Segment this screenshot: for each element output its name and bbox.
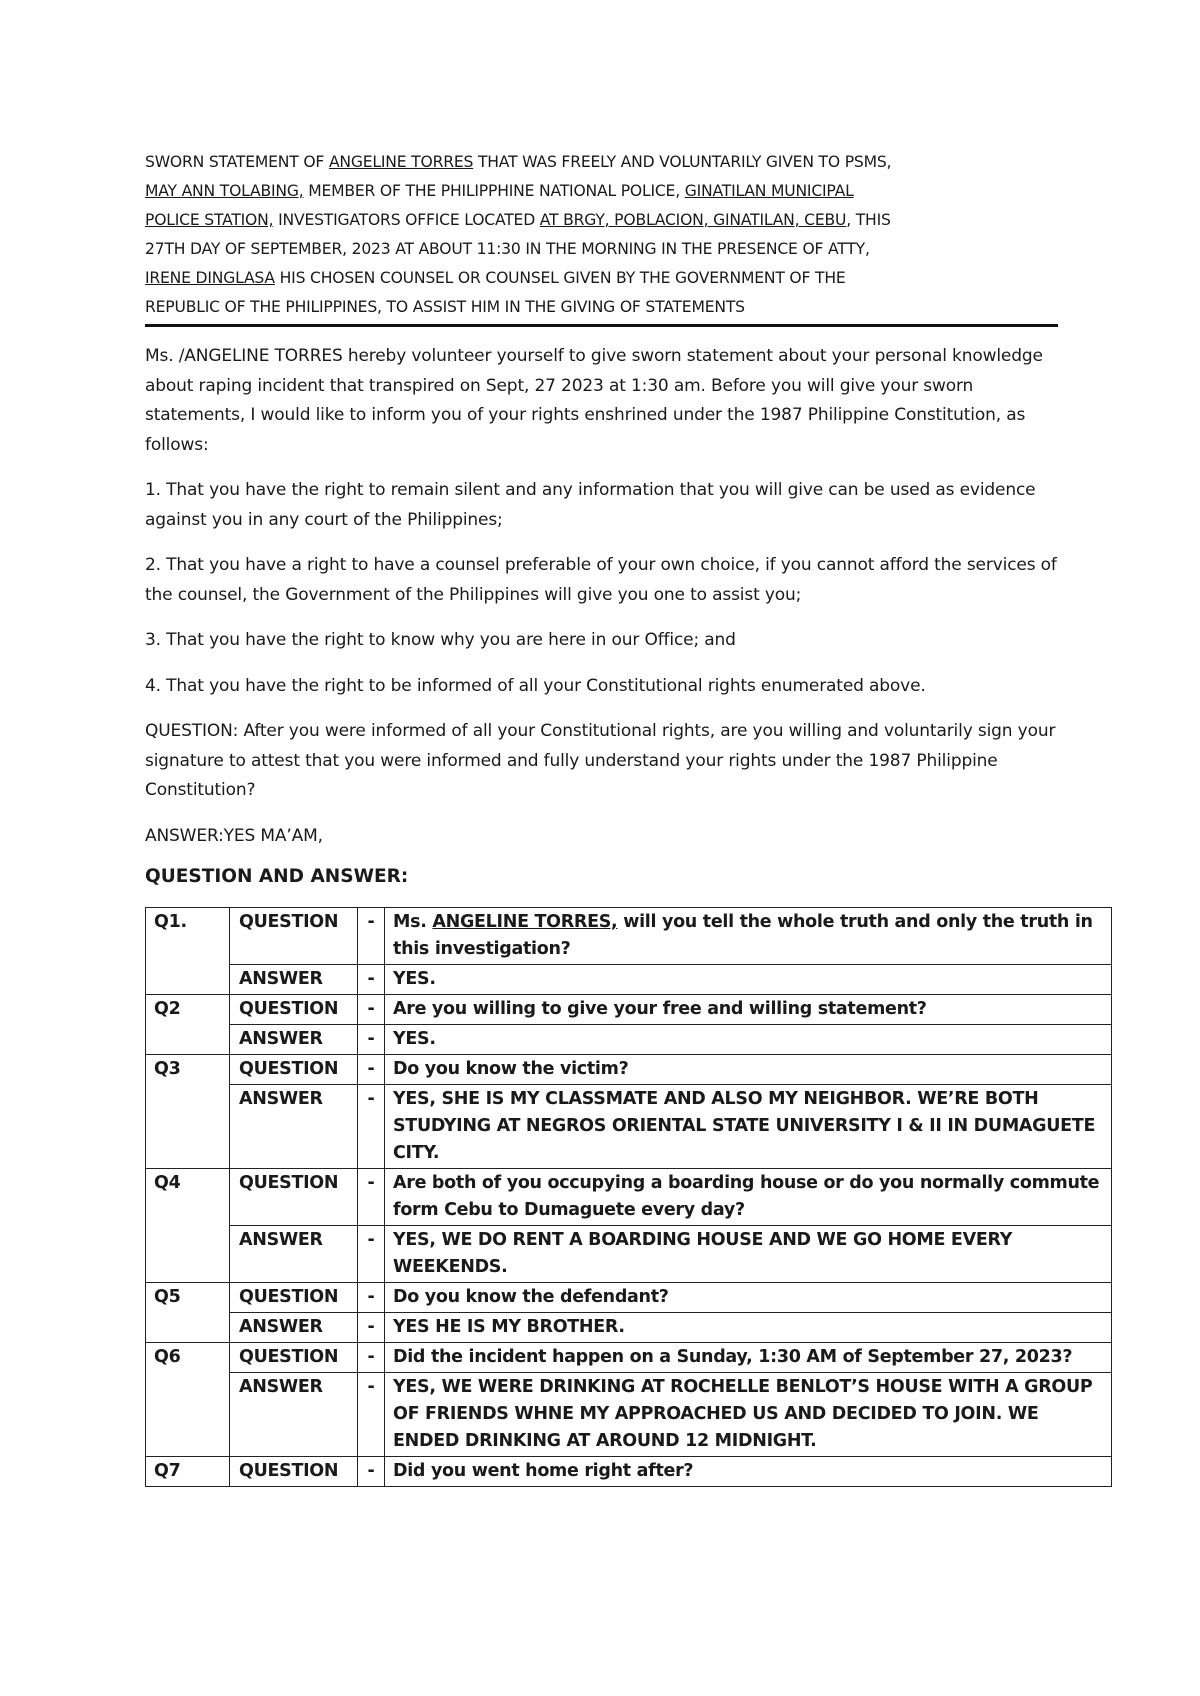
header-text: HIS CHOSEN COUNSEL OR COUNSEL GIVEN BY THE GOVERNMENT OF THE <box>274 269 846 287</box>
answer-label: ANSWER <box>230 1313 358 1343</box>
question-label: QUESTION <box>230 908 358 965</box>
table-row <box>146 1373 1112 1457</box>
dash: - <box>358 1169 385 1226</box>
question-text-part: Ms. <box>393 912 433 932</box>
question-number: Q7 <box>146 1457 230 1487</box>
question-label: QUESTION <box>230 1169 358 1226</box>
header-line-5 <box>145 264 1065 293</box>
question-text: Did you went home right after? <box>385 1457 1112 1487</box>
table-row <box>146 1226 1112 1283</box>
table-row <box>146 965 1112 995</box>
affiant-name: ANGELINE TORRES <box>328 153 474 171</box>
station-name: POLICE STATION, <box>145 211 274 229</box>
right-item-4: 4. That you have the right to be informed of all your Constitutional rights enumerated above. <box>145 675 926 696</box>
rights-answer: ANSWER:YES MA’AM, <box>145 825 323 846</box>
question-label: QUESTION <box>230 1283 358 1313</box>
dash: - <box>358 1283 385 1313</box>
table-row <box>146 1055 1112 1085</box>
answer-text: YES, WE WERE DRINKING AT ROCHELLE BENLOT’S HOUSE WITH A GROUP OF FRIENDS WHNE MY APPROACHED US AND DECIDED TO JOIN. WE ENDED DRINKING AT AROUND 12 MIDNIGHT. <box>385 1373 1112 1457</box>
intro-paragraph: Ms. /ANGELINE TORRES hereby volunteer yourself to give sworn statement about your personal knowledge about raping incident that transpired on Sept, 27 2023 at 1:30 am. Before you will give your sworn statements, I would like to inform you of your rights enshrined under the 1987 Philippine Constitution, as follows: <box>145 346 1043 455</box>
counsel-name: IRENE DINGLASA <box>145 269 275 287</box>
dash: - <box>358 1226 385 1283</box>
header-text: THAT WAS FREELY AND VOLUNTARILY GIVEN TO PSMS, <box>473 153 892 171</box>
header-divider-accent <box>502 325 897 327</box>
statement-header <box>145 148 1065 322</box>
header-text: MEMBER OF THE PHILIPPHINE NATIONAL POLICE, <box>303 182 685 200</box>
question-number: Q1. <box>146 908 230 995</box>
table-row <box>146 995 1112 1025</box>
header-text: , THIS <box>846 211 891 229</box>
table-row <box>146 908 1112 965</box>
question-number: Q2 <box>146 995 230 1055</box>
question-text: Do you know the defendant? <box>385 1283 1112 1313</box>
answer-text: YES HE IS MY BROTHER. <box>385 1313 1112 1343</box>
answer-label: ANSWER <box>230 1226 358 1283</box>
dash: - <box>358 1085 385 1169</box>
question-text: Are both of you occupying a boarding house or do you normally commute form Cebu to Dumaguete every day? <box>385 1169 1112 1226</box>
question-text: Do you know the victim? <box>385 1055 1112 1085</box>
question-number: Q6 <box>146 1343 230 1457</box>
dash: - <box>358 1343 385 1373</box>
answer-text: YES. <box>385 1025 1112 1055</box>
station-name: GINATILAN MUNICIPAL <box>684 182 854 200</box>
question-label: QUESTION <box>230 995 358 1025</box>
investigator-name: MAY ANN TOLABING, <box>145 182 304 200</box>
question-text <box>385 908 1112 965</box>
question-number: Q5 <box>146 1283 230 1343</box>
dash: - <box>358 1457 385 1487</box>
dash: - <box>358 1373 385 1457</box>
header-line-6: REPUBLIC OF THE PHILIPPINES, TO ASSIST HIM IN THE GIVING OF STATEMENTS <box>145 298 745 316</box>
table-row <box>146 1085 1112 1169</box>
question-label: QUESTION <box>230 1457 358 1487</box>
answer-label: ANSWER <box>230 1085 358 1169</box>
right-item-3: 3. That you have the right to know why you are here in our Office; and <box>145 630 736 650</box>
answer-label: ANSWER <box>230 1373 358 1457</box>
answer-text: YES, WE DO RENT A BOARDING HOUSE AND WE GO HOME EVERY WEEKENDS. <box>385 1226 1112 1283</box>
question-text: Did the incident happen on a Sunday, 1:30 AM of September 27, 2023? <box>385 1343 1112 1373</box>
question-label: QUESTION <box>230 1343 358 1373</box>
question-number: Q3 <box>146 1055 230 1169</box>
question-label: QUESTION <box>230 1055 358 1085</box>
right-item-1: 1. That you have the right to remain silent and any information that you will give can be used as evidence against you in any court of the Philippines; <box>145 480 1036 530</box>
header-line-2 <box>145 177 1065 206</box>
question-number: Q4 <box>146 1169 230 1283</box>
affiant-name: ANGELINE TORRES, <box>432 912 618 932</box>
dash: - <box>358 995 385 1025</box>
qa-heading: QUESTION AND ANSWER: <box>145 866 409 887</box>
qa-table <box>145 907 1112 1487</box>
dash: - <box>358 1025 385 1055</box>
header-line-3 <box>145 206 1065 235</box>
table-row <box>146 1169 1112 1226</box>
question-text-part: will you tell the whole truth and only the truth in this investigation? <box>393 912 1093 959</box>
answer-label: ANSWER <box>230 1025 358 1055</box>
answer-text: YES. <box>385 965 1112 995</box>
answer-label: ANSWER <box>230 965 358 995</box>
answer-text: YES, SHE IS MY CLASSMATE AND ALSO MY NEIGHBOR. WE’RE BOTH STUDYING AT NEGROS ORIENTAL STATE UNIVERSITY I & II IN DUMAGUETE CITY. <box>385 1085 1112 1169</box>
right-item-2: 2. That you have a right to have a counsel preferable of your own choice, if you cannot afford the services of the counsel, the Government of the Philippines will give you one to assist you; <box>145 555 1057 605</box>
statement-body <box>145 342 1075 867</box>
header-text: INVESTIGATORS OFFICE LOCATED <box>273 211 540 229</box>
header-line-4: 27TH DAY OF SEPTEMBER, 2023 AT ABOUT 11:30 IN THE MORNING IN THE PRESENCE OF ATTY, <box>145 240 870 258</box>
dash: - <box>358 908 385 965</box>
table-row <box>146 1283 1112 1313</box>
dash: - <box>358 1313 385 1343</box>
rights-question: QUESTION: After you were informed of all your Constitutional rights, are you willing and voluntarily sign your signature to attest that you were informed and fully understand your rights under the 1987 Philippine Constitution? <box>145 721 1056 800</box>
dash: - <box>358 965 385 995</box>
table-row <box>146 1313 1112 1343</box>
office-location: AT BRGY, POBLACION, GINATILAN, CEBU <box>539 211 847 229</box>
table-row <box>146 1025 1112 1055</box>
table-row <box>146 1343 1112 1373</box>
header-line-1 <box>145 148 1065 177</box>
dash: - <box>358 1055 385 1085</box>
header-text: SWORN STATEMENT OF <box>145 153 329 171</box>
question-text: Are you willing to give your free and willing statement? <box>385 995 1112 1025</box>
table-row <box>146 1457 1112 1487</box>
